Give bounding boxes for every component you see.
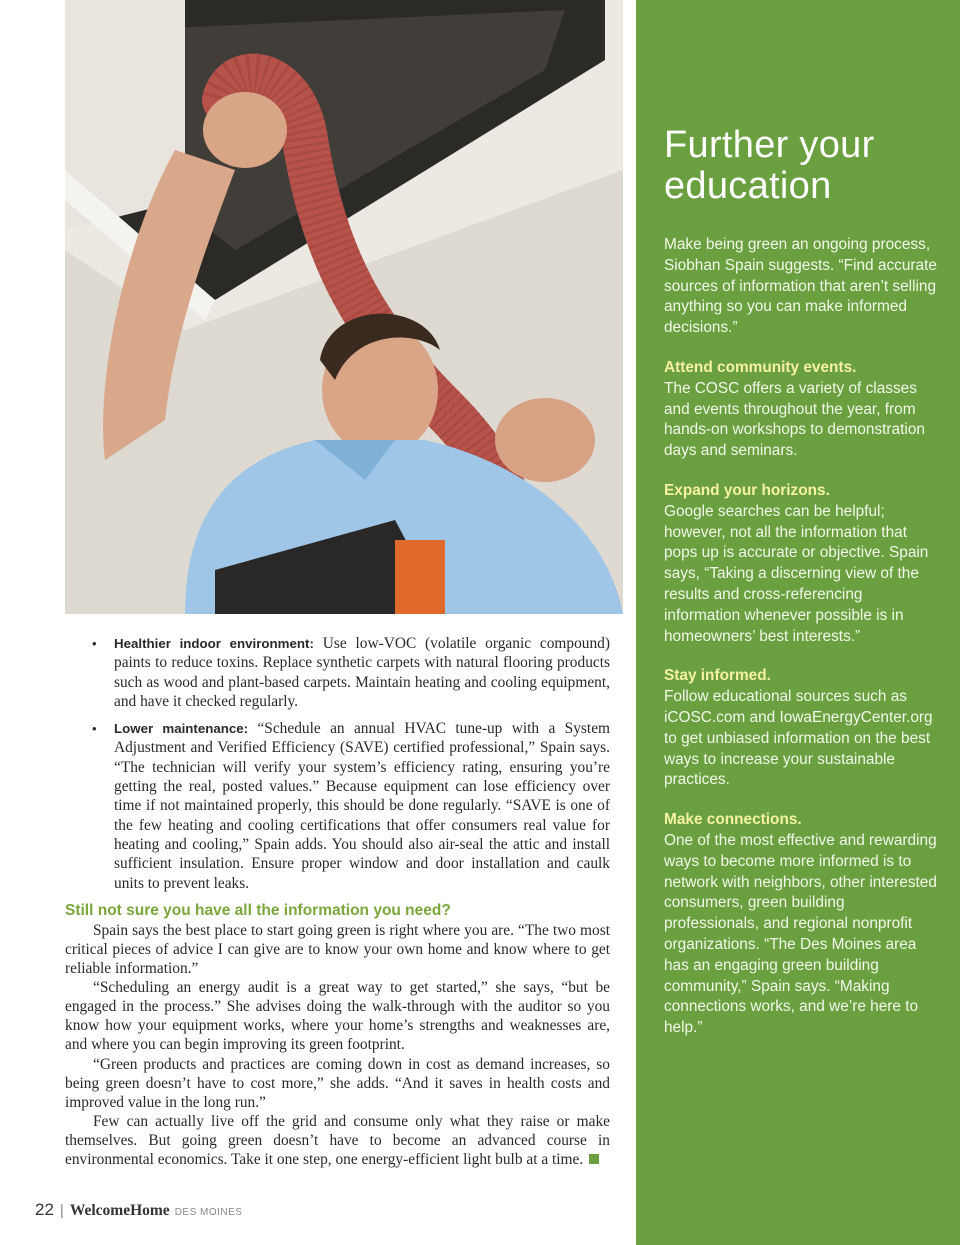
last-paragraph [65,1112,610,1169]
paragraph: “Green products and practices are coming down in cost as demand increases, so being green doesn’t have to cost more,” she adds. “And it saves in health costs and improved value in the long run.” [65,1055,610,1111]
end-square-icon [589,1154,599,1164]
sidebar-section-heading: Stay informed. [664,667,771,685]
section-subhead: Still not sure you have all the information you need? [65,901,451,919]
sidebar-title: Further your education [664,124,875,207]
sidebar-section-heading: Expand your horizons. [664,481,830,499]
ladder-rail [395,540,445,614]
bullet-text: Use low-VOC (volatile organic compound) paints to reduce toxins. Replace synthetic carpets with natural flooring products such as wood and plant-based carpets. Maintain heating and cooling equipment, and have it checked regularly. [114,635,610,710]
sidebar-section-body: One of the most effective and rewarding ways to become more informed is to network with neighbors, other interested consumers, green building professionals, and regional nonprofit organizations. “The Des Moines area has an engaging green building community,” Spain says. “Making connections works, and we’re here to help.” [664,831,937,1037]
sidebar-section-community-events [664,358,940,462]
hand-on-hose [495,398,595,482]
bullet-text: “Schedule an annual HVAC tune-up with a System Adjustment and Verified Efficiency (SAVE) certified professional,” Spain says. “The technician will verify your system’s efficiency rating, ensuring you’re getting the real, posted values.” Because equipment can lose efficiency over time if not maintained properly, this should be done regularly. “SAVE is one of the few heating and cooling certifications that offer consumers real value for heating and cooling,” Spain adds. You should also air-seal the attic and install sufficient insulation. Ensure proper window and door installation and caulk units to prevent leaks. [114,720,610,892]
magazine-name: WelcomeHome [69,1202,170,1219]
photo-illustration [65,0,623,614]
sidebar-section-stay-informed [664,666,940,791]
page-number: 22 [35,1200,54,1219]
bullet-lead: Healthier indoor environment: [114,636,314,651]
page-footer [35,1200,242,1220]
hand [203,92,287,168]
sidebar-section-heading: Attend community events. [664,358,857,376]
education-sidebar [636,0,960,1245]
footer-separator: | [59,1202,64,1219]
magazine-city: DES MOINES [174,1207,243,1218]
list-item [114,719,610,893]
sidebar-section-body: Follow educational sources such as iCOSC.com and IowaEnergyCenter.org to get unbiased information on the best ways to increase your sustainable practices. [664,688,933,789]
paragraph: Spain says the best place to start going green is right where you are. “The two most critical pieces of advice I can give are to know your own home and know where to get reliable information.” [65,921,610,978]
benefits-list [65,634,610,893]
sidebar-section-body: Google searches can be helpful; however, not all the information that pops up is accurate or objective. Spain says, “Taking a discerning view of the results and cross-referencing information whenever possible is in homeowners’ best interests.” [664,502,929,645]
paragraph: “Scheduling an energy audit is a great way to get started,” she says, “but be engaged in the process.” She advises doing the walk-through with the auditor so you know how your equipment works, where your home’s strengths and weaknesses are, and where you can begin improving its green footprint. [65,979,610,1054]
sidebar-section-connections [664,810,940,1039]
sidebar-section-heading: Make connections. [664,811,802,829]
sidebar-section-body: The COSC offers a variety of classes and events throughout the year, from hands-on workshops to demonstration days and seminars. [664,379,925,460]
list-item [114,634,610,711]
article-body [65,634,610,1169]
bullet-lead: Lower maintenance: [114,721,249,737]
sidebar-section-horizons [664,481,940,647]
paragraph-text: Few can actually live off the grid and consume only what they raise or make themselves. But going green doesn’t have to become an advanced course in environmental economics. Take it one step, one energy-efficient light bulb at a time. [65,1112,610,1168]
hvac-technician-photo [65,0,623,614]
sidebar-intro: Make being green an ongoing process, Siobhan Spain suggests. “Find accurate sources of information that aren’t selling anything so you can make informed decisions.” [664,236,937,337]
